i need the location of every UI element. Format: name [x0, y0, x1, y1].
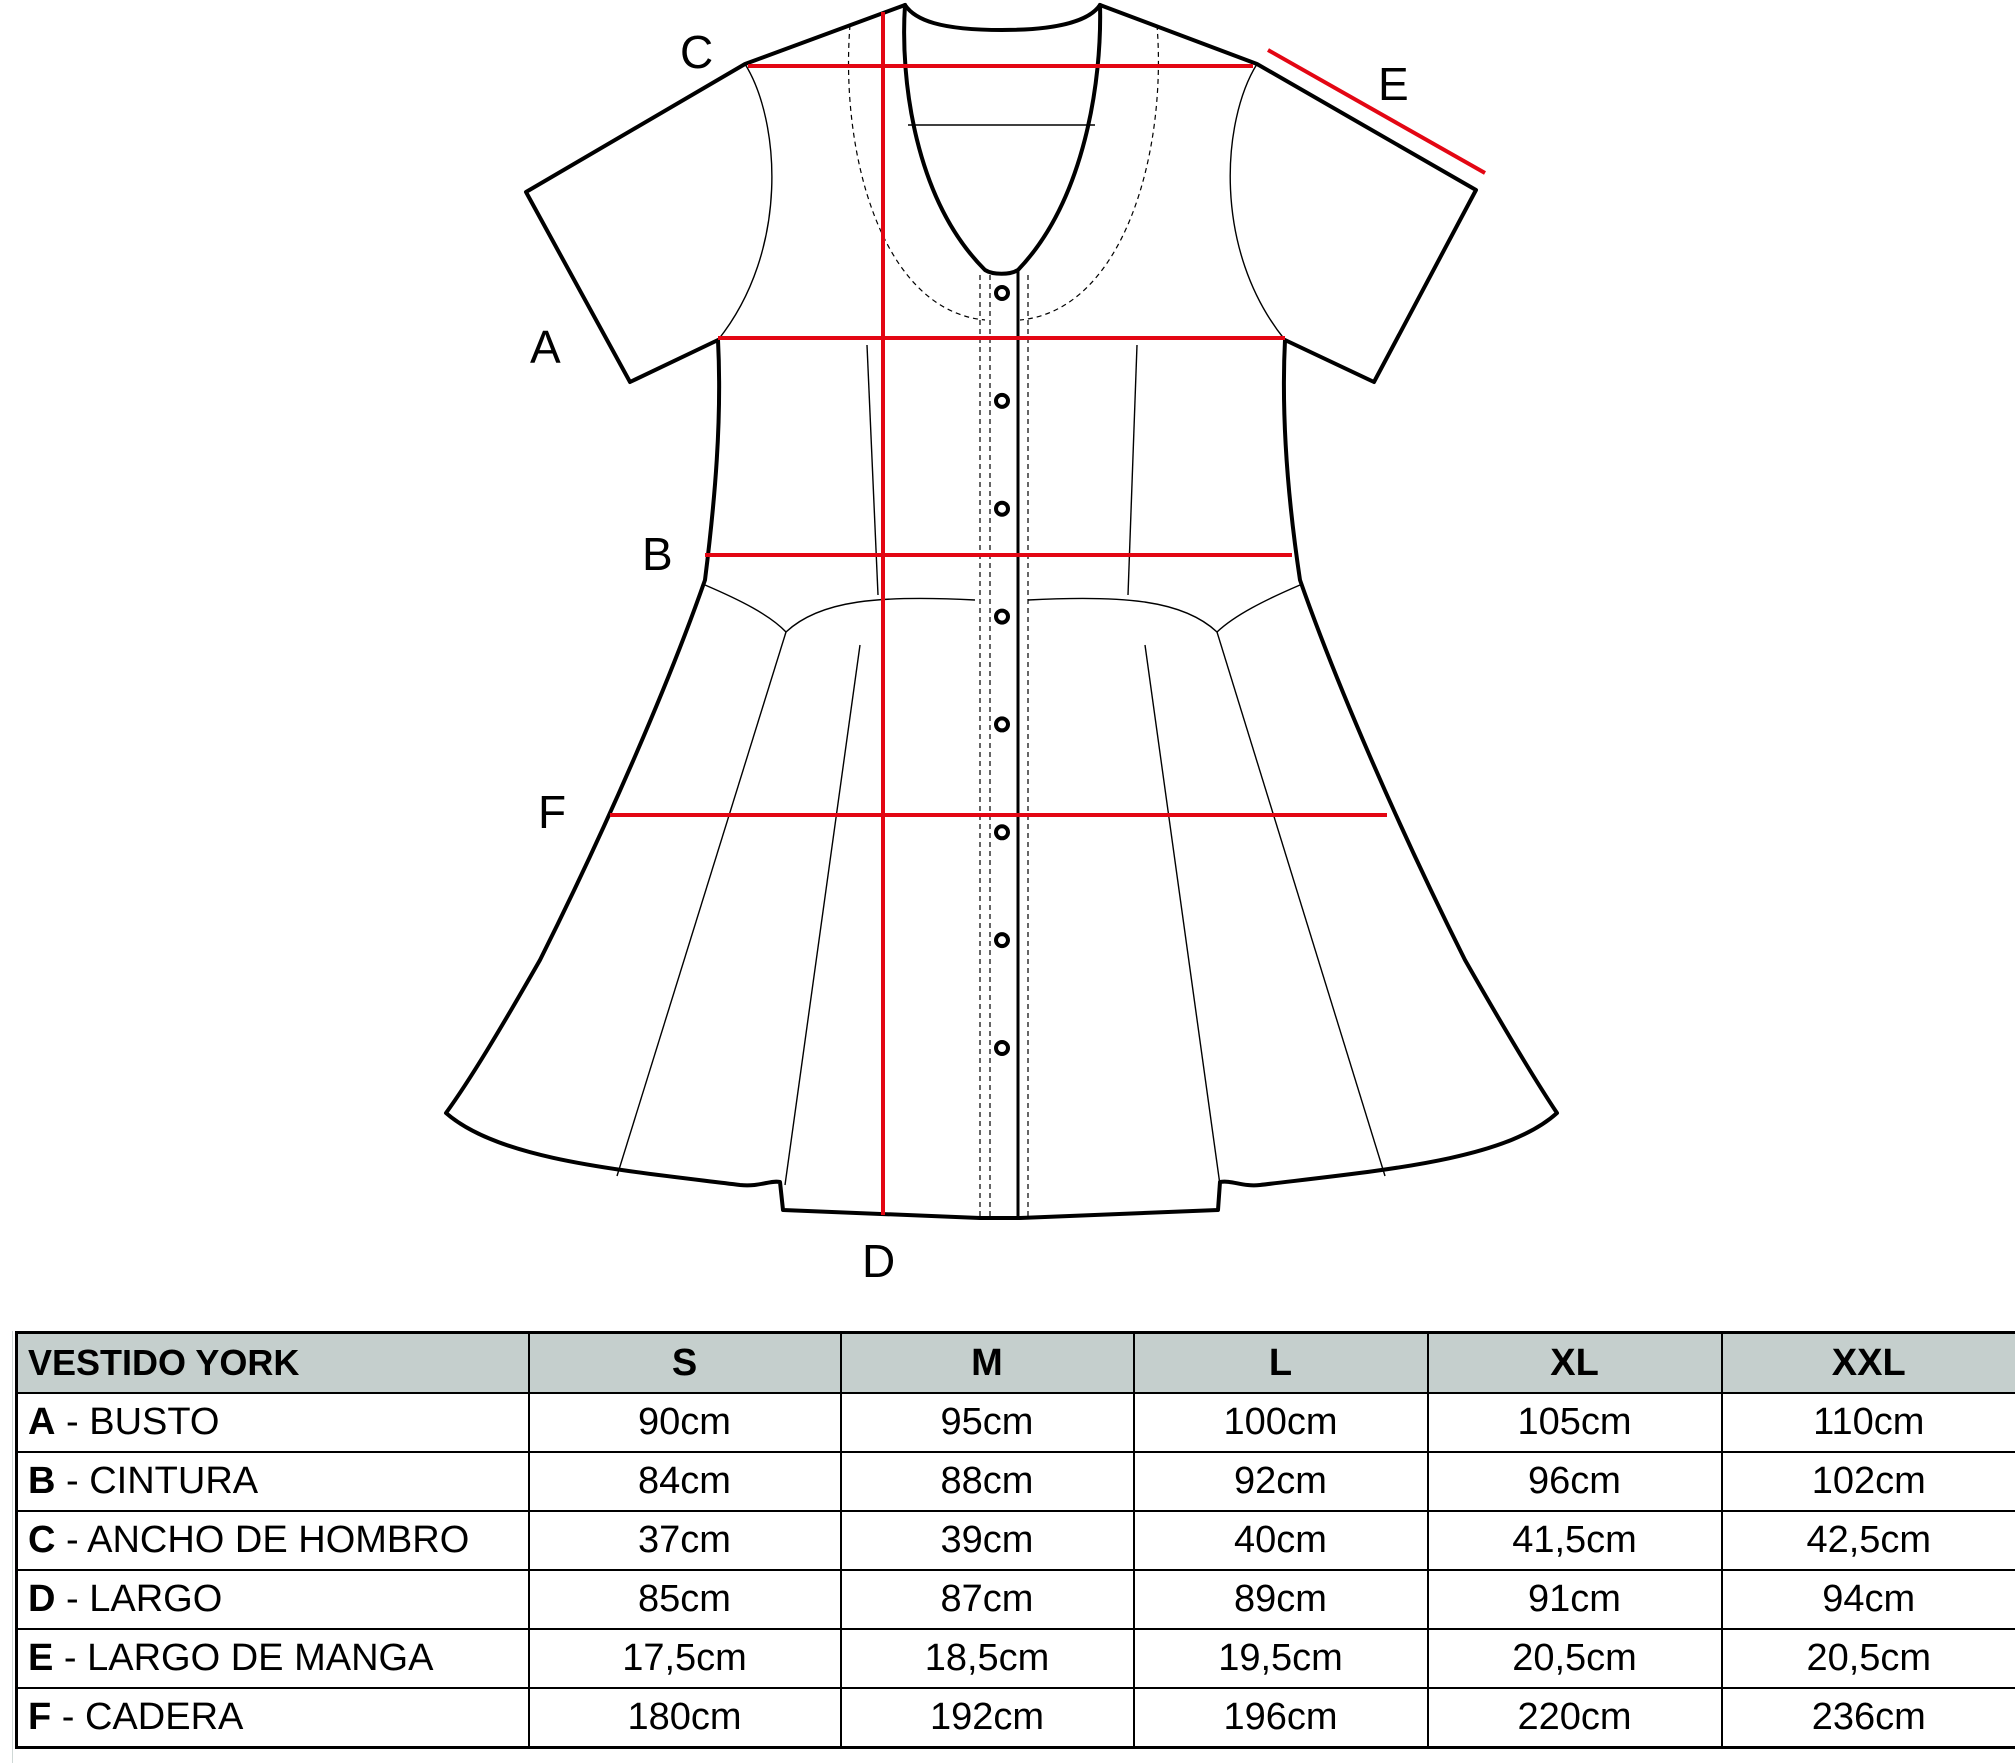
- measurement-name: [17, 1511, 529, 1570]
- measurement-value: 40cm: [1134, 1511, 1428, 1570]
- dress-button: [996, 287, 1008, 299]
- measurement-label: - CINTURA: [55, 1460, 259, 1502]
- measurement-value: 236cm: [1722, 1688, 2015, 1748]
- measurement-value: 220cm: [1428, 1688, 1722, 1748]
- table-row: [17, 1688, 2015, 1748]
- measurement-value: 20,5cm: [1722, 1629, 2015, 1688]
- measurement-value: 85cm: [529, 1570, 841, 1629]
- dress-button: [996, 395, 1008, 407]
- label-e: E: [1378, 58, 1409, 110]
- dress-button: [996, 826, 1008, 838]
- measurement-value: 39cm: [841, 1511, 1134, 1570]
- measurement-label: - ANCHO DE HOMBRO: [55, 1519, 470, 1561]
- measurement-code: B: [28, 1460, 56, 1502]
- measurement-name: [17, 1393, 529, 1452]
- table-row: [17, 1570, 2015, 1629]
- measure-line-e: [1268, 50, 1485, 173]
- dress-button: [996, 934, 1008, 946]
- button-set: [996, 287, 1008, 1054]
- size-header: XXL: [1722, 1333, 2015, 1394]
- measurement-value: 92cm: [1134, 1452, 1428, 1511]
- measurement-value: 180cm: [529, 1688, 841, 1748]
- measurement-name: [17, 1688, 529, 1748]
- measurement-value: 100cm: [1134, 1393, 1428, 1452]
- measurement-value: 94cm: [1722, 1570, 2015, 1629]
- measurement-lines: [610, 12, 1485, 1215]
- measurement-code: A: [28, 1401, 56, 1443]
- size-header: M: [841, 1333, 1134, 1394]
- measurement-value: 42,5cm: [1722, 1511, 2015, 1570]
- measurement-value: 84cm: [529, 1452, 841, 1511]
- measurement-value: 18,5cm: [841, 1629, 1134, 1688]
- table-row: [17, 1393, 2015, 1452]
- measurement-label: - LARGO DE MANGA: [53, 1637, 434, 1679]
- table-row: [17, 1511, 2015, 1570]
- measurement-value: 17,5cm: [529, 1629, 841, 1688]
- measurement-name: [17, 1570, 529, 1629]
- measurement-code: D: [28, 1578, 56, 1620]
- label-a: A: [530, 321, 561, 373]
- label-f: F: [538, 786, 567, 838]
- measurement-value: 110cm: [1722, 1393, 2015, 1452]
- table-row: [17, 1629, 2015, 1688]
- measurement-value: 91cm: [1428, 1570, 1722, 1629]
- measurement-value: 95cm: [841, 1393, 1134, 1452]
- measurement-value: 90cm: [529, 1393, 841, 1452]
- size-header: L: [1134, 1333, 1428, 1394]
- measurement-value: 89cm: [1134, 1570, 1428, 1629]
- dress-button: [996, 503, 1008, 515]
- label-b: B: [642, 528, 673, 580]
- measurement-code: C: [28, 1519, 56, 1561]
- size-header: S: [529, 1333, 841, 1394]
- measurement-label: - BUSTO: [55, 1401, 220, 1443]
- measurement-value: 196cm: [1134, 1688, 1428, 1748]
- measurement-value: 87cm: [841, 1570, 1134, 1629]
- measurement-value: 19,5cm: [1134, 1629, 1428, 1688]
- size-header: XL: [1428, 1333, 1722, 1394]
- measurement-value: 88cm: [841, 1452, 1134, 1511]
- measurement-value: 37cm: [529, 1511, 841, 1570]
- dress-button: [996, 611, 1008, 623]
- measurement-code: F: [28, 1696, 52, 1738]
- measurement-name: [17, 1629, 529, 1688]
- size-chart-table: [15, 1331, 2015, 1749]
- table-title: VESTIDO YORK: [17, 1333, 529, 1394]
- table-header-row: [17, 1333, 2015, 1394]
- measurement-value: 192cm: [841, 1688, 1134, 1748]
- dress-button: [996, 718, 1008, 730]
- measurement-value: 105cm: [1428, 1393, 1722, 1452]
- dress-button: [996, 1042, 1008, 1054]
- measurement-value: 96cm: [1428, 1452, 1722, 1511]
- measurement-value: 102cm: [1722, 1452, 2015, 1511]
- label-c: C: [680, 26, 714, 78]
- measurement-name: [17, 1452, 529, 1511]
- measurement-code: E: [28, 1637, 54, 1679]
- measurement-value: 41,5cm: [1428, 1511, 1722, 1570]
- sheet-gutter: [0, 1331, 13, 1763]
- measurement-label: - LARGO: [55, 1578, 223, 1620]
- label-d: D: [862, 1235, 896, 1287]
- table-row: [17, 1452, 2015, 1511]
- measurement-label: - CADERA: [51, 1696, 244, 1738]
- measurement-value: 20,5cm: [1428, 1629, 1722, 1688]
